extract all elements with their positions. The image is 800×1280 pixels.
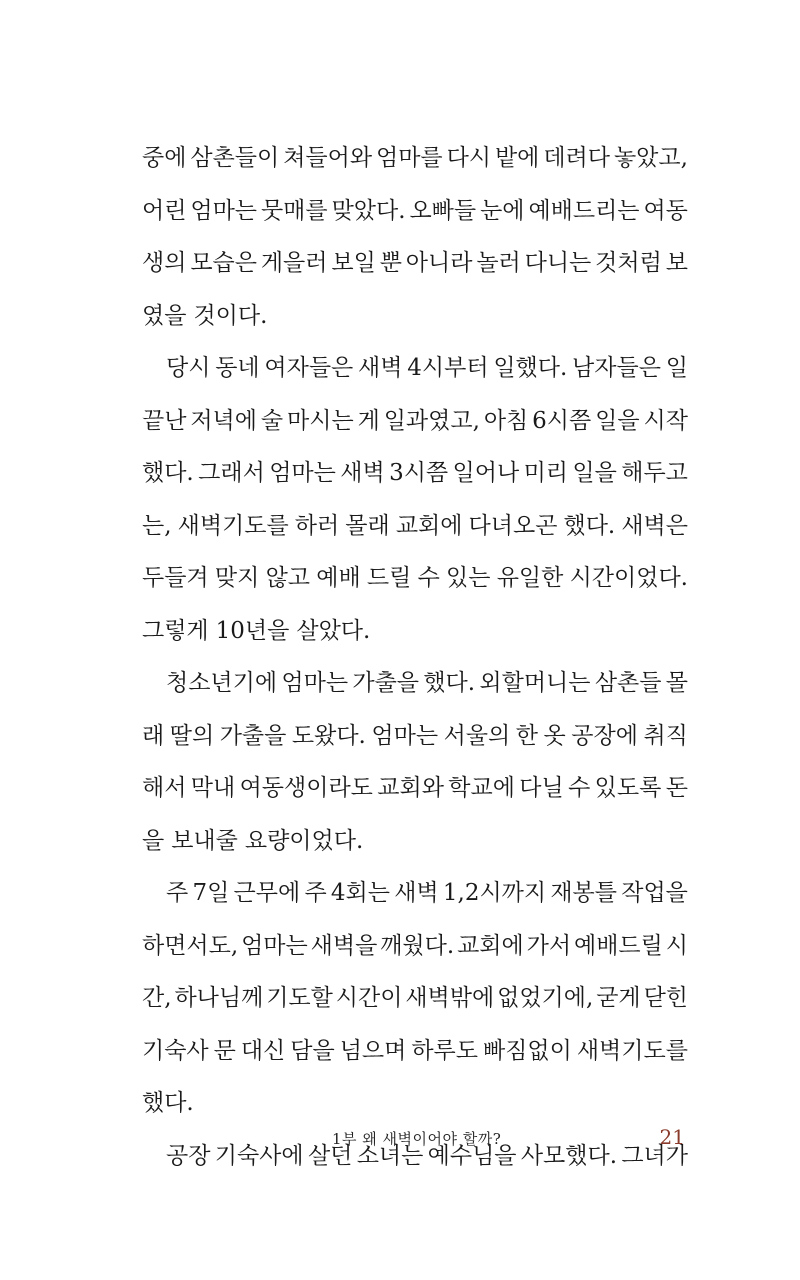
word: 새벽기도를	[177, 512, 289, 539]
word: 하러	[294, 512, 340, 539]
word: 시	[665, 932, 688, 959]
word: 엄마는	[241, 932, 308, 959]
word: 공장에	[571, 722, 638, 749]
word: 담을	[290, 1037, 335, 1064]
text-line	[142, 657, 688, 710]
word: 대신	[240, 1037, 286, 1064]
word: 눈에	[480, 197, 525, 224]
text-line	[142, 710, 688, 763]
text-line	[142, 500, 688, 553]
word: 4시부터	[407, 355, 489, 381]
word: 동네	[215, 355, 260, 381]
word: 보내줄	[171, 827, 238, 854]
word: 하나님께	[174, 985, 264, 1011]
text-line	[142, 185, 688, 238]
word: 새벽	[358, 355, 403, 381]
word: 술	[260, 407, 284, 434]
word: 놓았고,	[613, 145, 688, 171]
word: 막내	[190, 775, 236, 801]
word: 오빠들	[409, 197, 477, 224]
text-line	[142, 395, 688, 448]
word: 일을	[572, 460, 617, 486]
text-line	[142, 1025, 688, 1078]
word: 뭇매를	[260, 197, 328, 224]
word: 시작	[643, 407, 688, 434]
word: 도왔다.	[291, 722, 366, 749]
word: 하면서도,	[142, 932, 239, 959]
word: 시간이	[335, 985, 403, 1011]
word: 드릴	[366, 565, 412, 591]
word: 것이다.	[193, 302, 268, 329]
word: 수	[417, 565, 440, 591]
word: 했다.	[563, 512, 616, 539]
word: 게	[357, 407, 380, 434]
word: 아침	[483, 407, 529, 434]
word: 근무에	[233, 880, 301, 906]
word: 어린	[142, 197, 187, 224]
word: 가출을	[352, 670, 420, 696]
running-title: 1부 왜 새벽이어야 할까?	[332, 1130, 502, 1148]
text-line	[142, 605, 688, 658]
word: 예배드릴	[574, 932, 663, 959]
word: 교회와	[377, 775, 444, 801]
word: 을	[142, 827, 165, 854]
text-line	[142, 447, 688, 500]
word: 있도록	[594, 775, 662, 801]
word: 재봉틀	[550, 880, 617, 906]
word: 것처럼	[595, 250, 662, 276]
word: 보일	[331, 250, 376, 276]
word: 맞지	[214, 565, 260, 591]
word: 몰	[665, 670, 688, 696]
word: 여자들은	[264, 355, 354, 381]
word: 다녀오곤	[468, 512, 558, 539]
word: 래	[142, 722, 165, 749]
page-footer	[0, 1125, 800, 1158]
word: 3시쯤	[389, 460, 449, 486]
word: 삼촌들	[594, 670, 662, 696]
word: 해두고	[621, 460, 688, 486]
word: 유일한	[496, 565, 564, 591]
text-line	[142, 972, 688, 1025]
word: 서울의	[443, 722, 511, 749]
word: 그래서	[198, 460, 265, 486]
text-line	[142, 237, 688, 290]
word: 맞았다.	[331, 197, 406, 224]
text-line	[142, 552, 688, 605]
word: 모습은	[190, 250, 257, 276]
word: 옷	[543, 722, 566, 749]
word: 기숙사	[142, 1037, 209, 1064]
text-line	[142, 342, 688, 395]
word: 엄마는	[281, 670, 349, 696]
word: 엄마는	[371, 722, 439, 749]
word: 놀러	[476, 250, 521, 276]
word: 삼촌들이	[190, 145, 280, 171]
word: 수	[568, 775, 591, 801]
word: 는,	[142, 512, 172, 539]
word: 예배드리는	[528, 197, 640, 224]
word: 살던	[307, 1142, 353, 1169]
body-text	[142, 132, 688, 1182]
word: 6시쯤	[532, 407, 592, 434]
word: 두들겨	[142, 565, 209, 591]
word: 사모했다.	[520, 1142, 618, 1169]
word: 없었기에,	[497, 985, 594, 1011]
word: 엄마를	[376, 145, 443, 171]
word: 한	[515, 722, 538, 749]
word: 엄마는	[190, 197, 258, 224]
word: 뿐	[379, 250, 402, 276]
word: 데려다	[543, 145, 610, 171]
word: 남자들은	[572, 355, 661, 381]
word: 4회는	[330, 880, 390, 906]
word: 딸의	[169, 722, 215, 749]
word: 게을러	[260, 250, 328, 276]
word: 아니라	[405, 250, 473, 276]
word: 다시	[446, 145, 492, 171]
word: 했다.	[142, 1090, 194, 1116]
text-line	[142, 815, 688, 868]
word: 다닐	[519, 775, 564, 801]
word: 마시는	[287, 407, 354, 434]
word: 살았다.	[296, 617, 371, 644]
word: 취직	[643, 722, 688, 749]
word: 밭에	[494, 145, 540, 171]
word: 새벽	[340, 460, 385, 486]
word: 않고	[265, 565, 310, 591]
word: 있는	[446, 565, 491, 591]
word: 끝난	[142, 407, 187, 434]
word: 였을	[142, 302, 187, 329]
word: 미리	[523, 460, 569, 486]
word: 닫힌	[643, 985, 688, 1011]
word: 여동	[643, 197, 688, 224]
word: 다니는	[524, 250, 592, 276]
word: 여동생이라도	[239, 775, 373, 801]
word: 일과였고,	[383, 407, 480, 434]
text-line	[142, 920, 688, 973]
word: 7일	[192, 880, 230, 906]
page-number: 21	[659, 1125, 685, 1149]
word: 예수님을	[427, 1142, 517, 1169]
word: 새벽밖에	[405, 985, 495, 1011]
word: 가서	[526, 932, 572, 959]
word: 보	[665, 250, 688, 276]
word: 교회에	[457, 932, 524, 959]
word: 중에	[142, 145, 187, 171]
word: 소녀는	[356, 1142, 424, 1169]
word: 생의	[142, 250, 187, 276]
word: 그녀가	[621, 1142, 688, 1169]
word: 빠짐없이	[482, 1037, 572, 1064]
word: 주	[166, 880, 189, 906]
word: 그렇게	[142, 617, 209, 644]
word: 새벽을	[310, 932, 378, 959]
word: 일어나	[452, 460, 520, 486]
word: 당시	[166, 355, 211, 381]
word: 간,	[142, 985, 172, 1011]
word: 새벽기도를	[576, 1037, 688, 1064]
text-line	[142, 1077, 688, 1130]
word: 가출을	[219, 722, 287, 749]
text-line	[142, 867, 688, 920]
word: 엄마는	[269, 460, 336, 486]
word: 새벽은	[621, 512, 688, 539]
word: 외할머니는	[479, 670, 591, 696]
word: 깨웠다.	[380, 932, 455, 959]
word: 학교에	[448, 775, 515, 801]
word: 요량이었다.	[244, 827, 364, 854]
word: 시간이었다.	[569, 565, 688, 591]
word: 주	[304, 880, 327, 906]
word: 하루도	[411, 1037, 478, 1064]
word: 1,2시까지	[442, 880, 547, 906]
word: 저녁에	[190, 407, 257, 434]
word: 쳐들어와	[283, 145, 373, 171]
word: 일을	[595, 407, 640, 434]
word: 했다.	[142, 460, 194, 486]
word: 새벽	[394, 880, 439, 906]
word: 했다.	[423, 670, 476, 696]
word: 해서	[142, 775, 187, 801]
word: 일	[665, 355, 688, 381]
word: 공장	[166, 1142, 211, 1169]
text-line	[142, 290, 688, 343]
word: 10년을	[215, 617, 290, 644]
word: 작업을	[621, 880, 688, 906]
word: 문	[213, 1037, 236, 1064]
text-line	[142, 132, 688, 185]
word: 몰래	[345, 512, 390, 539]
word: 기숙사에	[214, 1142, 304, 1169]
word: 기도할	[266, 985, 333, 1011]
word: 교회에	[395, 512, 463, 539]
text-line	[142, 762, 688, 815]
word: 일했다.	[493, 355, 568, 381]
word: 청소년기에	[166, 670, 278, 696]
word: 넘으며	[339, 1037, 407, 1064]
word: 예배	[316, 565, 361, 591]
word: 굳게	[596, 985, 641, 1011]
word: 돈	[665, 775, 688, 801]
